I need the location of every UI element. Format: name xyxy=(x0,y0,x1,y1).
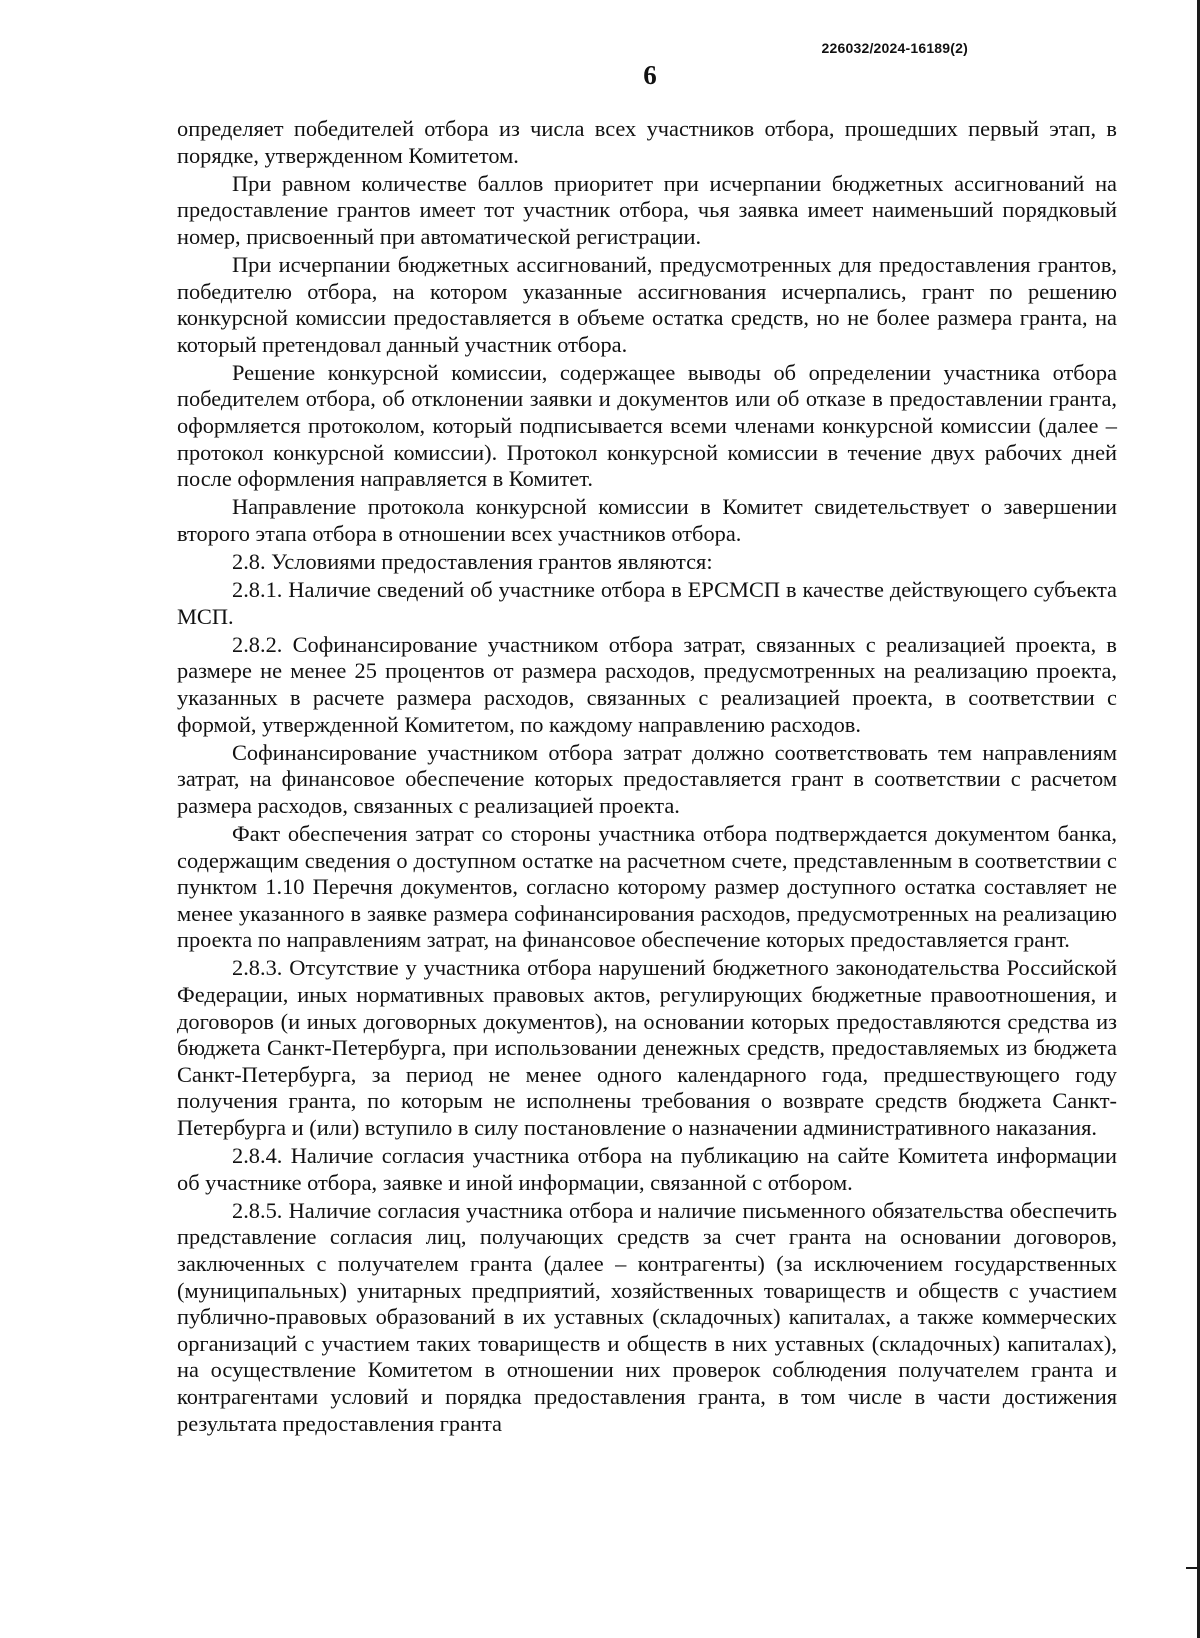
page-number: 6 xyxy=(643,60,657,90)
paragraph-bank-confirmation: Факт обеспечения затрат со стороны участника отбора подтверждается документом банка, содержащим сведения о доступном остатке на расчетном счете, представленным в соответствии с пунктом 1.10 Перечня документов, согласно которому размер доступного остатка составляет не менее указанного в заявке размера софинансирования расходов, предусмотренных на реализацию проекта по направлениям затрат, на финансовое обеспечение которых предоставляется грант. xyxy=(177,820,1117,953)
clause-2-8-5: 2.8.5. Наличие согласия участника отбора и наличие письменного обязательства обеспечить представление согласия лиц, получающих средств за счет гранта на основании договоров, заключенных с получателем гранта (далее – контрагенты) (за исключением государственных (муниципальных) унитарных предприятий, хозяйственных товариществ и обществ с участием публично-правовых образований в их уставных (складочных) капиталах, а также коммерческих организаций с участием таких товариществ и обществ в них уставных (складочных) капиталах), на осуществление Комитетом в отношении них проверок соблюдения получателем гранта и контрагентами условий и порядка предоставления гранта, в том числе в части достижения результата предоставления гранта xyxy=(177,1197,1117,1436)
section-2-8-heading: 2.8. Условиями предоставления грантов являются: xyxy=(232,549,713,574)
clause-2-8-2: 2.8.2. Софинансирование участником отбора затрат, связанных с реализацией проекта, в размере не менее 25 процентов от размера расходов, предусмотренных на реализацию проекта, указанных в расчете размера расходов, связанных с реализацией проекта, в соответствии с формой, утвержденной Комитетом, по каждому направлению расходов. xyxy=(177,631,1117,737)
paragraph-commission-decision: Решение конкурсной комиссии, содержащее выводы об определении участника отбора победителем отбора, об отклонении заявки и документов или об отказе в предоставлении гранта, оформляется протоколом, который подписывается всеми членами конкурсной комиссии (далее – протокол конкурсной комиссии). Протокол конкурсной комиссии в течение двух рабочих дней после оформления направляется в Комитет. xyxy=(177,359,1117,492)
document-id: 226032/2024-16189(2) xyxy=(821,40,968,56)
paragraph-exhausted-allocations: При исчерпании бюджетных ассигнований, предусмотренных для предоставления грантов, победителю отбора, на котором указанные ассигнования исчерпались, грант по решению конкурсной комиссии предоставляется в объеме остатка средств, но не более размера гранта, на который претендовал данный участник отбора. xyxy=(177,251,1117,357)
clause-2-8-4: 2.8.4. Наличие согласия участника отбора на публикацию на сайте Комитета информации об участнике отбора, заявке и иной информации, связанной с отбором. xyxy=(177,1143,1117,1195)
paragraph-equal-score-priority: При равном количестве баллов приоритет при исчерпании бюджетных ассигнований на предоставление грантов имеет тот участник отбора, чья заявка имеет наименьший порядковый номер, присвоенный при автоматической регистрации. xyxy=(177,170,1117,249)
paragraph-continuation: определяет победителей отбора из числа всех участников отбора, прошедших первый этап, в порядке, утвержденном Комитетом. xyxy=(177,116,1117,168)
clause-2-8-3: 2.8.3. Отсутствие у участника отбора нарушений бюджетного законодательства Российской Федерации, иных нормативных правовых актов, регулирующих бюджетные правоотношения, и договоров (и иных договорных документов), на основании которых предоставляются средства из бюджета Санкт-Петербурга, при использовании денежных средств, предоставляемых из бюджета Санкт-Петербурга, за период не менее одного календарного года, предшествующего году получения гранта, по которым не исполнены требования о возврате средств бюджета Санкт-Петербурга и (или) вступило в силу постановление о назначении административного наказания. xyxy=(177,955,1117,1140)
paragraph-protocol-submission: Направление протокола конкурсной комиссии в Комитет свидетельствует о завершении второго этапа отбора в отношении всех участников отбора. xyxy=(177,494,1117,546)
paragraph-cofinancing-directions: Софинансирование участником отбора затрат должно соответствовать тем направлениям затрат, на финансовое обеспечение которых предоставляется грант в соответствии с расчетом размера расходов, связанных с реализацией проекта. xyxy=(177,739,1117,818)
clause-2-8-1: 2.8.1. Наличие сведений об участнике отбора в ЕРСМСП в качестве действующего субъекта МСП. xyxy=(177,577,1117,629)
document-body xyxy=(177,116,1117,1439)
scan-edge-tick xyxy=(1186,1567,1200,1569)
